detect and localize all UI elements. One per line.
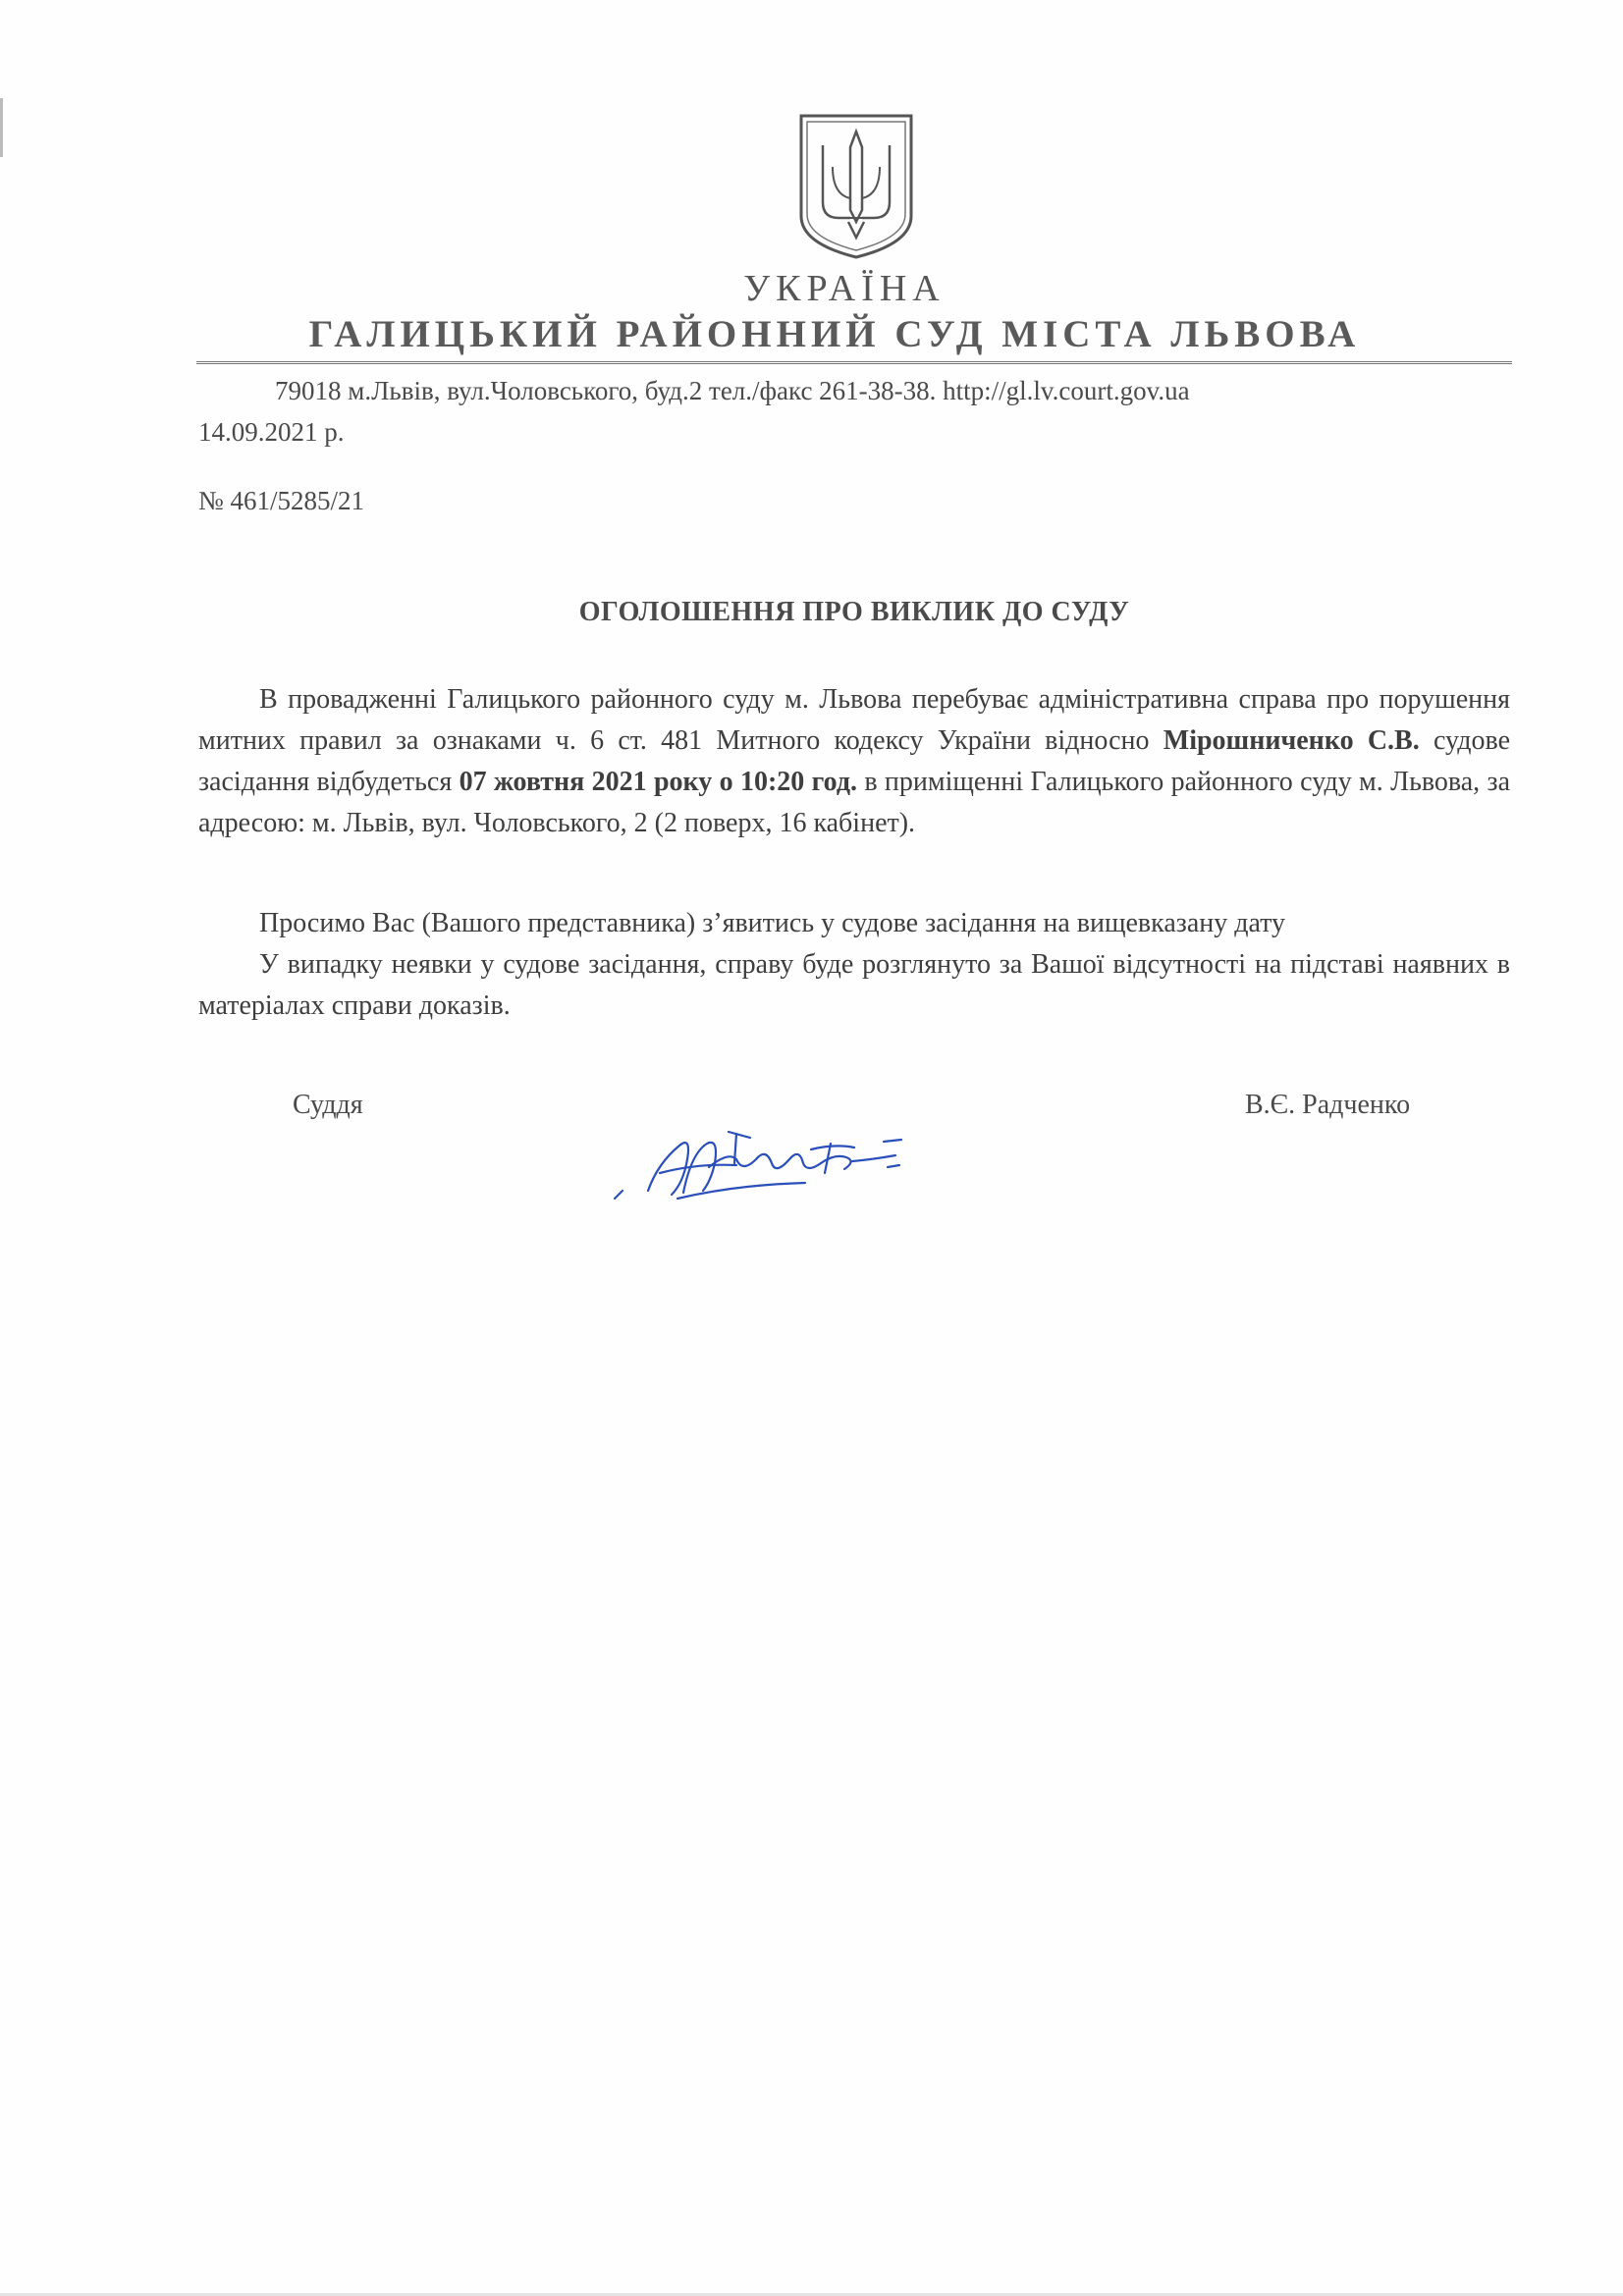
scan-edge-mark	[0, 98, 3, 157]
document-title: ОГОЛОШЕННЯ ПРО ВИКЛИК ДО СУДУ	[578, 597, 1130, 627]
paragraph-text: В провадженні Галицького районного суду м. Львова перебуває адміністративна справа про порушення митних правил за ознаками ч. 6 ст. 481 Митного кодексу України відносно	[198, 684, 1510, 756]
paragraph-text: в приміщенні Галицького районного суду м. Львова, за адресою: м. Львів, вул. Чоловського, 2 (2 поверх, 16 кабінет).	[198, 767, 1510, 838]
court-address: 79018 м.Львів, вул.Чоловського, буд.2 тел./факс 261-38-38. http://gl.lv.court.gov.ua	[275, 376, 1190, 405]
handwritten-signature	[589, 1104, 923, 1212]
appearance-request-paragraph: Просимо Вас (Вашого представника) з’явитись у судове засідання на вищевказану дату	[259, 908, 1286, 938]
non-appearance-paragraph: У випадку неявки у судове засідання, справу буде розглянуто за Вашої відсутності на підставі наявних в матеріалах справи доказів.	[198, 949, 1510, 1021]
judge-role-label: Суддя	[293, 1090, 363, 1120]
header-divider	[196, 361, 1512, 364]
defendant-name: Мірошниченко С.В.	[1163, 725, 1420, 756]
judge-name: В.Є. Радченко	[1245, 1090, 1411, 1120]
document-date: 14.09.2021 р.	[198, 417, 345, 447]
trident-coat-of-arms-icon	[793, 108, 919, 263]
paragraph-text: судове засідання відбудеться	[198, 725, 1511, 797]
court-name-heading: ГАЛИЦЬКИЙ РАЙОННИЙ СУД МІСТА ЛЬВОВА	[308, 313, 1361, 355]
summons-paragraph	[198, 679, 1510, 844]
hearing-datetime: 07 жовтня 2021 року о 10:20 год.	[459, 767, 857, 797]
case-number: № 461/5285/21	[198, 486, 365, 515]
country-heading: УКРАЇНА	[743, 268, 946, 309]
